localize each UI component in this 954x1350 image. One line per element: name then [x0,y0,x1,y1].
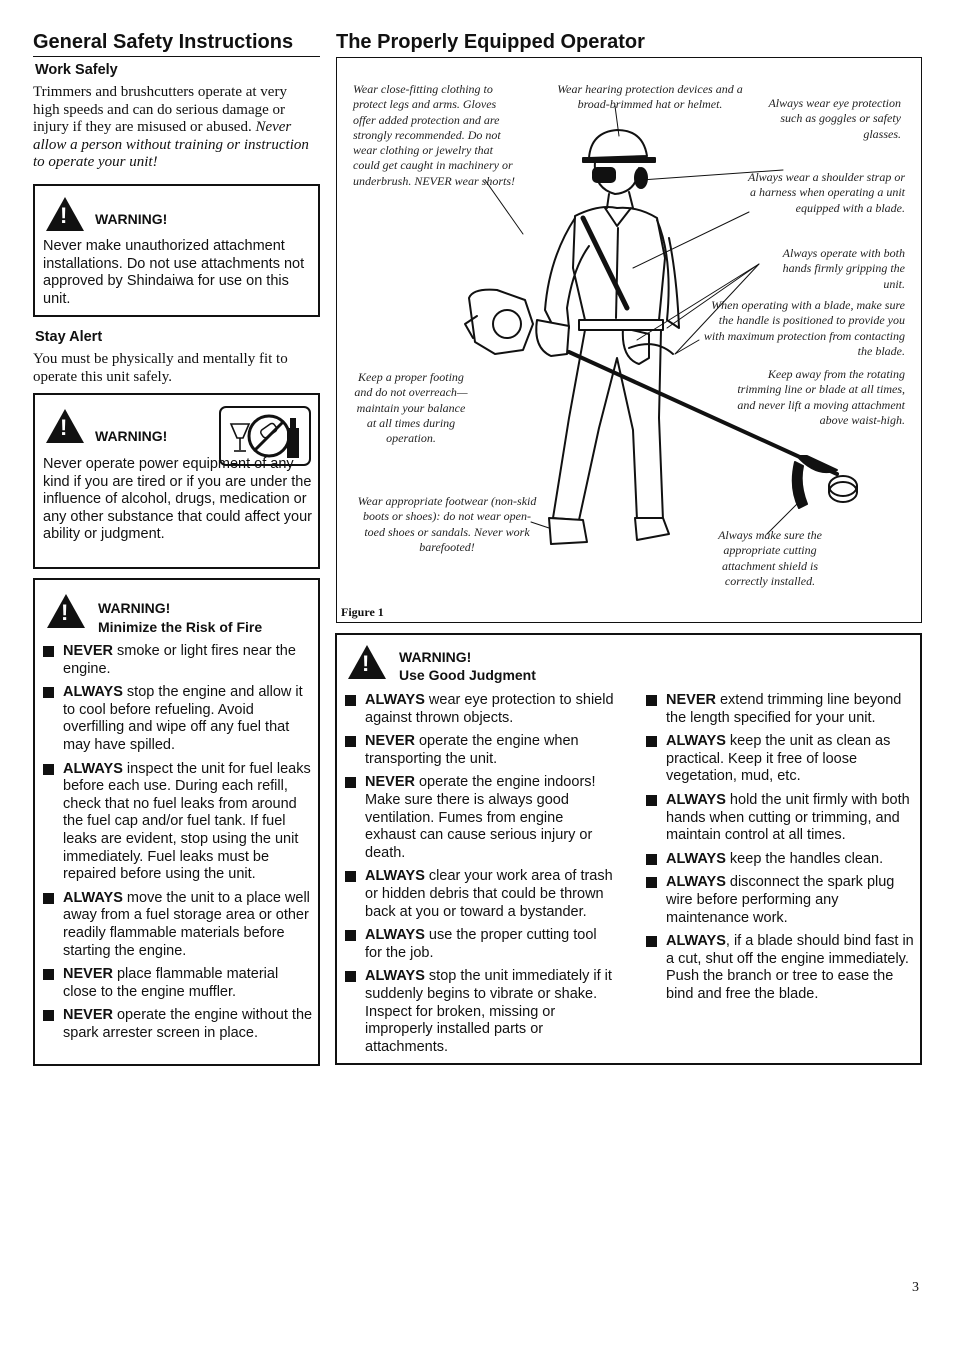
list-item [646,851,918,869]
warning-box-attachments [33,184,320,317]
rule-text: operate the engine when transporting the unit. [365,733,579,767]
rule-keyword: ALWAYS [666,874,726,891]
list-item [43,966,315,1001]
square-bullet-icon [43,687,54,698]
list-item [43,643,315,678]
rule-text: smoke or light fires near the engine. [63,643,296,677]
section-title-equipped-operator: The Properly Equipped Operator [336,31,645,53]
list-item [345,968,617,1056]
list-item [43,1007,315,1042]
rule-text: operate the engine without the spark arrester screen in place. [63,1007,313,1041]
stay-alert-heading: Stay Alert [35,329,103,345]
exclamation-icon: ! [60,415,68,440]
list-item [345,774,617,862]
judgment-rules-column-1 [345,692,617,1062]
warning-title: WARNING! [399,649,472,665]
square-bullet-icon [646,795,657,806]
exclamation-icon: ! [362,651,370,676]
warning-subtitle: Use Good Judgment [399,667,536,683]
list-item [646,933,918,1003]
caption-strap: Always wear a shoulder strap or a harness when operating a unit equipped with a blade. [747,170,905,215]
rule-keyword: NEVER [63,643,113,659]
list-item [345,692,617,727]
square-bullet-icon [345,971,356,982]
work-safely-text: Trimmers and brushcutters operate at very high speeds and can do serious damage or injury if they are misused or abused. Never allow a person without training or instruction to operate your unit! [33,84,309,171]
rule-text: operate the engine indoors! Make sure there is always good ventilation. Fumes from engine exhaust can cause serious injury or death. [365,774,596,861]
warning-box-impairment [33,393,320,569]
square-bullet-icon [345,777,356,788]
rule-keyword: NEVER [365,733,415,750]
rule-text: keep the handles clean. [725,850,884,867]
list-item [43,761,315,884]
exclamation-icon: ! [60,203,68,228]
figure-label: Figure 1 [341,605,384,619]
rule-keyword: ALWAYS [666,850,726,867]
section-rule-left [33,56,320,57]
rule-keyword: ALWAYS [666,933,726,950]
square-bullet-icon [646,736,657,747]
square-bullet-icon [646,695,657,706]
work-safely-emphasis: Never allow a person without training or instruction to operate your unit! [33,119,309,171]
rule-text: use the proper cutting tool for the job. [365,927,597,961]
figure-equipped-operator [336,57,922,623]
rule-text: keep the unit as clean as practical. Keep it free of loose vegetation, mud, etc. [666,733,891,785]
warning-text: Never make unauthorized attachment installations. Do not use attachments not approved by Shindaiwa for use on this unit. [43,238,305,307]
square-bullet-icon [43,764,54,775]
square-bullet-icon [43,969,54,980]
rule-text: place flammable material close to the engine muffler. [63,966,279,1000]
warning-title: WARNING! [98,600,171,616]
warning-text: Never operate power equipment of any kind if you are tired or if you are under the influence of alcohol, drugs, medication or any other substance that could affect your ability or judgment. [43,456,312,543]
rule-keyword: NEVER [63,1007,113,1024]
work-safely-heading: Work Safely [35,62,118,78]
caption-footing: Keep a proper footing and do not overreach—maintain your balance at all times during operation. [354,370,468,446]
fire-rules-list [43,643,315,1048]
list-item [646,733,918,786]
rule-text: extend trimming line beyond the length specified for your unit. [666,692,902,726]
rule-keyword: ALWAYS [365,692,425,708]
rule-keyword: ALWAYS [666,733,726,750]
caption-hands: Always operate with both hands firmly gripping the unit. [782,246,905,291]
rule-text: , if a blade should bind fast in a cut, shut off the engine immediately. Push the branch or tree to ease the bind and free the blade. [666,933,914,1002]
square-bullet-icon [646,877,657,888]
list-item [43,684,315,754]
caption-eyes: Always wear eye protection such as goggles or safety glasses. [768,96,901,141]
caption-hearing: Wear hearing protection devices and a broad-brimmed hat or helmet. [557,82,743,112]
rule-keyword: NEVER [666,692,716,708]
rule-text: inspect the unit for fuel leaks before each use. During each refill, check that no fuel leaks from around the fuel cap and/or fuel tank. If fuel leaks are evident, stop using the unit immediately. Fuel leaks must be repaired before using the unit. [63,760,311,883]
rule-keyword: NEVER [63,966,113,983]
warning-title: WARNING! [95,428,168,444]
rule-text: disconnect the spark plug wire before performing any maintenance work. [666,874,895,926]
list-item [646,874,918,927]
exclamation-icon: ! [61,600,69,625]
square-bullet-icon [43,1010,54,1021]
square-bullet-icon [345,930,356,941]
warning-box-judgment [335,633,922,1065]
caption-clothing: Wear close-fitting clothing to protect legs and arms. Gloves offer added protection and are strongly recommended. Do not wear clothing or jewelry that could get caught in machinery or underbrush. NEVER wear shorts! [353,82,515,188]
rule-text: wear eye protection to shield against thrown objects. [365,692,614,726]
caption-away: Keep away from the rotating trimming line or blade at all times, and never lift a moving attachment above waist-high. [737,367,905,427]
square-bullet-icon [43,646,54,657]
rule-text: stop the engine and allow it to cool before refueling. Avoid overfilling and wipe off any fuel that may have spilled. [63,684,303,753]
list-item [646,792,918,845]
caption-footwear: Wear appropriate footwear (non-skid boots or shoes): do not wear open-toed shoes or sandals. Never work barefooted! [357,494,537,554]
square-bullet-icon [43,893,54,904]
section-title-general-safety: General Safety Instructions [33,31,294,53]
rule-text: hold the unit firmly with both hands when cutting or trimming, and maintain control at all times. [666,791,910,844]
caption-handle: When operating with a blade, make sure the handle is positioned to provide you with maximum protection from contacting the blade. [703,298,905,358]
rule-keyword: ALWAYS [63,889,123,906]
judgment-rules-column-2 [646,692,918,1010]
rule-keyword: ALWAYS [365,868,425,885]
rule-text: move the unit to a place well away from a fuel storage area or other readily flammable materials before starting the engine. [63,889,310,959]
square-bullet-icon [345,736,356,747]
rule-text: stop the unit immediately if it suddenly begins to vibrate or shake. Inspect for broken, missing or improperly installed parts or attachments. [365,968,612,1055]
warning-subtitle: Minimize the Risk of Fire [98,619,263,635]
warning-box-fire [33,578,320,1066]
square-bullet-icon [646,854,657,865]
square-bullet-icon [345,871,356,882]
square-bullet-icon [345,695,356,706]
rule-keyword: ALWAYS [666,791,726,808]
warning-title: WARNING! [95,211,168,227]
stay-alert-text: You must be physically and mentally fit to operate this unit safely. [33,351,288,385]
list-item [43,890,315,960]
rule-keyword: ALWAYS [365,927,425,944]
rule-text: clear your work area of trash or hidden debris that could be thrown back at you or toward a bystander. [365,868,613,920]
list-item [345,868,617,921]
rule-keyword: ALWAYS [365,968,425,985]
list-item [345,927,617,962]
rule-keyword: ALWAYS [63,684,123,701]
list-item [646,692,918,727]
rule-keyword: NEVER [365,774,415,791]
caption-shield: Always make sure the appropriate cutting attachment shield is correctly installed. [718,528,822,588]
list-item [345,733,617,768]
page-number: 3 [912,1280,919,1295]
square-bullet-icon [646,936,657,947]
rule-keyword: ALWAYS [63,760,123,777]
